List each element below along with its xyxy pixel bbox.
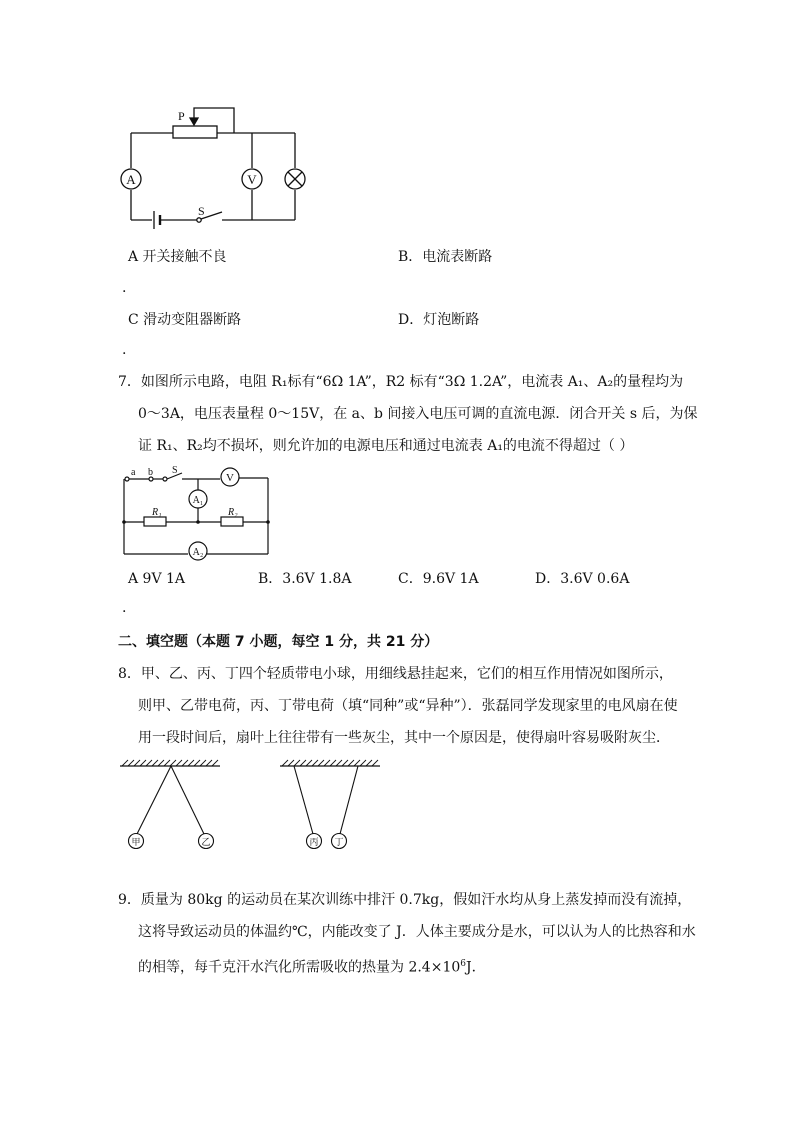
terminal-a-label: a [131, 467, 136, 478]
q7-option-c: C．9.6V 1A [398, 571, 479, 587]
q8-line-2: 则甲、乙带电荷，丙、丁带电荷（填“同种”或“异种”）．张磊同学发现家里的电风扇在使 [138, 698, 678, 714]
switch-s-label: S [172, 465, 178, 476]
q7-line-2: 0～3A，电压表量程 0～15V，在 a、b 间接入电压可调的直流电源．闭合开关 s 后，为保 [138, 406, 698, 422]
q6-option-b: B．电流表断路 [398, 249, 493, 265]
resistor-r2-label: R₂ [228, 507, 238, 518]
voltmeter-v-label: V [226, 472, 234, 484]
q6-option-c: C 滑动变阻器断路 [128, 312, 242, 328]
q6-option-d: D．灯泡断路 [398, 312, 480, 328]
switch-label: S [198, 204, 205, 218]
q9-exponent: 6 [460, 959, 466, 969]
q9-line-3 [138, 954, 486, 978]
q6-option-a: A 开关接触不良 [128, 249, 227, 265]
q9-line-3-unit: J． [466, 959, 486, 976]
q7-line-1: 7．如图所示电路，电阻 R₁标有“6Ω 1A”，R2 标有“3Ω 1.2A”，电流表 A₁、A₂的量程均为 [118, 374, 684, 390]
ball-jia-label: 甲 [131, 837, 141, 847]
section-2-title: 二、填空题（本题 7 小题，每空 1 分，共 21 分） [118, 634, 439, 650]
q6-dot-1: . [122, 280, 127, 296]
circuit-diagram-q7 [116, 462, 276, 562]
q7-option-a: A 9V 1A [128, 571, 186, 587]
hanging-balls-diagram [116, 756, 396, 856]
ball-ding-label: 丁 [334, 837, 344, 847]
ball-bing-label: 丙 [309, 837, 319, 847]
q7-option-b: B．3.6V 1.8A [258, 571, 352, 587]
circuit-diagram-q6 [110, 100, 310, 230]
q8-line-1: 8．甲、乙、丙、丁四个轻质带电小球，用细线悬挂起来，它们的相互作用情况如图所示， [118, 666, 673, 682]
q9-line-3-text: 的相等，每千克汗水汽化所需吸收的热量为 2.4×10 [138, 959, 461, 976]
q7-line-3: 证 R₁、R₂均不损坏，则允许加的电源电压和通过电流表 A₁的电流不得超过（ ） [138, 438, 634, 454]
q6-dot-2: . [122, 342, 127, 358]
ball-yi-label: 乙 [201, 837, 211, 847]
terminal-b-label: b [148, 467, 153, 478]
q7-option-d: D．3.6V 0.6A [535, 571, 630, 587]
ammeter-a2-label: A₂ [192, 547, 204, 558]
label-p: P [178, 109, 185, 123]
q7-dot: . [122, 600, 127, 616]
q9-line-2: 这将导致运动员的体温约℃，内能改变了 J．人体主要成分是水，可以认为人的比热容和水 [138, 924, 696, 940]
resistor-r1-label: R₁ [152, 507, 162, 518]
ammeter-a1-label: A₁ [192, 495, 204, 506]
voltmeter-label: V [247, 172, 257, 187]
q8-line-3: 用一段时间后，扇叶上往往带有一些灰尘，其中一个原因是，使得扇叶容易吸附灰尘． [138, 730, 670, 746]
q9-line-1: 9．质量为 80kg 的运动员在某次训练中排汗 0.7kg，假如汗水均从身上蒸发掉而没有流掉， [118, 892, 692, 908]
ammeter-label: A [126, 172, 136, 187]
